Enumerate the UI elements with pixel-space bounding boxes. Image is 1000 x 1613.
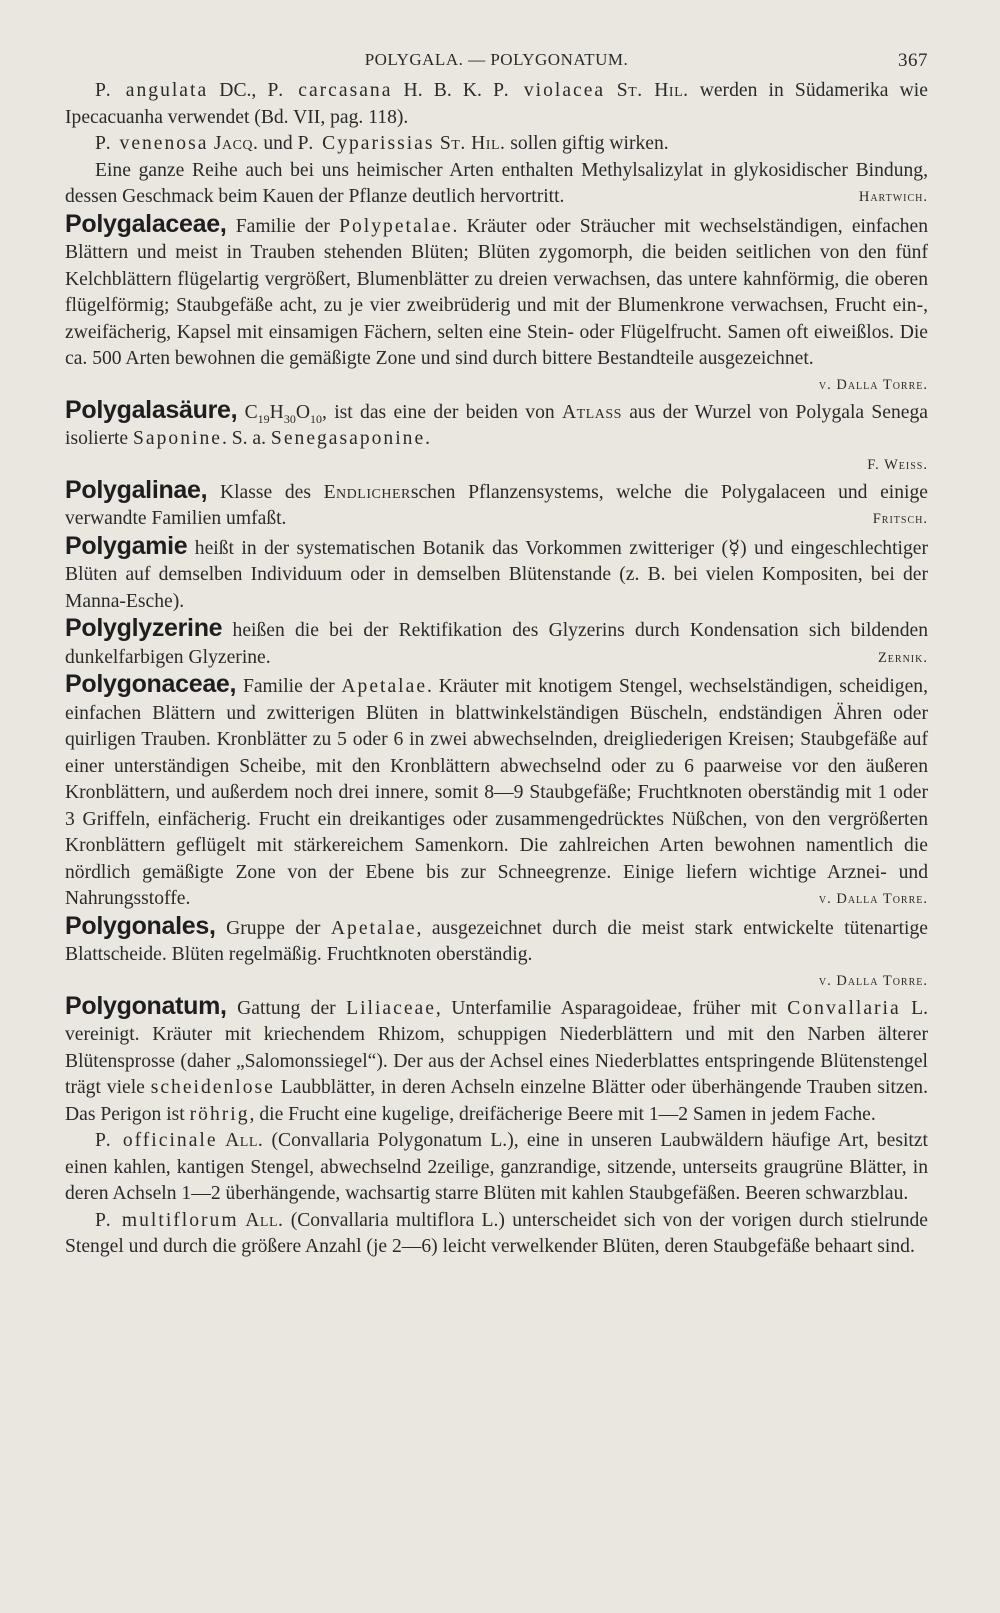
intro-paragraph-3: [65, 158, 928, 211]
entry-headword: Polygonatum,: [65, 991, 227, 1020]
entry-text: (Convallaria multiflora L.) unterscheidet sich von der vorigen durch stielrunde Stengel und durch die größere Anzahl (je 2—6) leicht verwelkender Blüten, deren Staubgefäße behaart sind.: [65, 1209, 928, 1257]
running-head: [65, 42, 928, 78]
entry-headword: Polygalinae,: [65, 475, 208, 504]
entry-text: heißt in der systematischen Botanik das Vorkommen zwitteriger (☿) und eingeschlechtiger Blüten auf demselben Individuum oder in demselben Blütenstande (z. B. bei vielen Kompositen, bei der Manna-Esche).: [65, 537, 928, 612]
entry-text: , die Frucht eine kugelige, dreifächerige Beere mit 1—2 Samen in jedem Fache.: [249, 1103, 876, 1125]
intro-paragraph-2: [65, 131, 928, 158]
species-name: P. angulata: [95, 80, 209, 101]
entry-text: Klasse des: [207, 481, 324, 503]
paragraph-text: und: [258, 133, 298, 154]
intro-paragraph-1: [65, 78, 928, 131]
cross-reference: Saponine: [133, 428, 222, 449]
species-name: P. carcasana: [267, 80, 393, 101]
formula-subscript: 10: [309, 411, 322, 426]
species-name: P. multiflorum: [95, 1209, 239, 1231]
entry-text: . Kräuter oder Sträucher mit wechselständigen, einfachen Blättern und meist in Trauben stehenden Blüten; Blüten zygomorph, die beiden seitlichen von den fünf Kelchblättern flügelartig vergrößert, Blumenblätter zu dreien verwachsen, das untere kahnförmig, die oberen flügelförmig; Staubgefäße acht, zu je vier zweibrüderig und mit der Blumenkrone verwachsen, Frucht ein-, zweifächerig, Kapsel mit einsamigen Fächern, selten eine Stein- oder Flügelfrucht. Samen oft eiweißlos. Die ca. 500 Arten bewohnen die gemäßigte Zone und sind durch bittere Bestandteile ausgezeichnet.: [65, 215, 928, 369]
entry-headword: Polygalaceae,: [65, 209, 227, 238]
entry-polygonatum: [65, 993, 928, 1129]
author-signature: v. Dalla Torre.: [818, 891, 928, 907]
taxon-name: Polypetalae: [339, 215, 453, 237]
emphasis-text: scheidenlose: [150, 1077, 275, 1098]
paragraph-text: werden in Südamerika wie Ipecacuanha verwendet (Bd. VII, pag. 118).: [65, 80, 928, 128]
author-text: St. Hil.: [605, 80, 689, 101]
entry-text: Laubblätter, in deren Achseln einzelne Blätter oder überhängende Trauben sitzen. Das Perigon ist: [65, 1077, 928, 1125]
species-name: P. venenosa: [95, 133, 209, 154]
entry-text: Gruppe der: [215, 917, 331, 939]
author-text: All.: [238, 1209, 284, 1231]
species-name: P. violacea: [493, 80, 606, 101]
entry-polyglyzerine: [65, 615, 928, 671]
author-text: H. B. K.: [392, 80, 494, 101]
entry-text: .: [425, 428, 431, 449]
author-signature: v. Dalla Torre.: [818, 376, 928, 393]
species-paragraph-multiflorum: [65, 1208, 928, 1261]
emphasis-text: röhrig: [189, 1103, 250, 1125]
entry-polygalaceae: [65, 211, 928, 373]
entry-text: schen Pflanzensystems, welche die Polygalaceen und einige verwandte Familien umfaßt.: [65, 481, 928, 529]
entry-text: Gattung der: [226, 997, 347, 1019]
entry-text: heißen die bei der Rektifikation des Glyzerins durch Kondensation sich bildenden dunkelfarbigen Glyzerine.: [65, 620, 928, 668]
entry-text: , Unterfamilie Asparagoideae, früher mit: [435, 997, 788, 1019]
article-body: [65, 78, 928, 1261]
author-text: DC.,: [208, 80, 268, 101]
entry-polygonales: [65, 913, 928, 969]
entry-polygonaceae: [65, 671, 928, 913]
species-name: P. officinale: [95, 1130, 218, 1151]
entry-headword: Polygonaceae,: [65, 670, 237, 698]
author-signature: F. Weiss.: [867, 456, 928, 473]
author-text: Jacq.: [208, 133, 259, 154]
formula-text: O: [295, 401, 310, 423]
author-text: Endlicher: [323, 481, 411, 503]
entry-polygalasaeure: [65, 397, 928, 453]
taxon-name: Apetalae: [330, 917, 417, 939]
author-text: Atlass: [561, 401, 622, 423]
author-signature: Hartwich.: [858, 189, 928, 205]
entry-text: , ist das eine der beiden von: [321, 401, 562, 423]
entry-text: . Kräuter mit knotigem Stengel, wechselständigen, scheidigen, einfachen Blättern und zwitterigen Blüten in blattwinkelständigen Büscheln, endständigen Ähren oder quirligen Trauben. Kronblätter zu 5 oder 6 in zwei abwechselnden, dreigliederigen Kreisen; Staubgefäße auf einer unterständigen Scheibe, mit den Kronblättern abwechselnd oder zu 6 paarweise vor den äußeren Kronblättern, und außerdem noch drei innere, somit 8—9 Staubgefäße; Fruchtknoten oberständig mit 1 oder 3 Griffeln, einfächerig. Frucht ein dreikantiges oder zusammengedrücktes Nüßchen, von den vergrößerten Kronblättern geflügelt mit stärkereichem Samenkorn. Die zahlreichen Arten bewohnen namentlich die nördlich gemäßigte Zone von der Ebene bis zur Schneegrenze. Einige liefern wichtige Arznei- und Nahrungsstoffe.: [65, 676, 928, 909]
paragraph-text: sollen giftig wirken.: [505, 133, 669, 154]
entry-text: Familie der: [236, 676, 342, 697]
taxon-name: Convallaria: [787, 997, 901, 1019]
taxon-name: Apetalae: [341, 676, 428, 697]
author-text: St. Hil.: [434, 133, 506, 154]
author-signature: v. Dalla Torre.: [818, 972, 928, 989]
entry-polygalinae: [65, 477, 928, 533]
entry-headword: Polygalasäure,: [65, 395, 238, 424]
entry-headword: Polygonales,: [65, 911, 216, 940]
entry-text: Familie der: [226, 215, 340, 237]
formula-subscript: 19: [257, 411, 270, 426]
author-signature: Fritsch.: [872, 511, 928, 527]
paragraph-text: Eine ganze Reihe auch bei uns heimischer Arten enthalten Methylsalizylat in glykosidischer Bindung, dessen Geschmack beim Kauen der Pflanze deutlich hervortritt.: [65, 159, 928, 207]
page-number: 367: [898, 50, 928, 71]
entry-polygamie: [65, 533, 928, 616]
author-signature: Zernik.: [877, 649, 928, 666]
author-text: All.: [217, 1130, 264, 1151]
formula-text: H: [269, 401, 284, 423]
entry-headword: Polyglyzerine: [65, 614, 223, 642]
entry-text: aus der Wurzel von Polygala Senega isolierte: [65, 401, 928, 449]
cross-reference: Senegasaponine: [270, 428, 426, 449]
formula-text: C: [237, 401, 258, 423]
entry-text: , ausgezeichnet durch die meist stark entwickelte tütenartige Blattscheide. Blüten regelmäßig. Fruchtknoten oberständig.: [65, 917, 928, 965]
formula-subscript: 30: [283, 411, 296, 426]
entry-text: L. vereinigt. Kräuter mit kriechendem Rhizom, schuppigen Niederblättern und mit den Narben älterer Blütensprosse (daher „Salomonssiegel“). Der aus der Achsel eines Niederblattes entspringende Blütenstengel trägt viele: [65, 997, 928, 1098]
entry-text: (Convallaria Polygonatum L.), eine in unseren Laubwäldern häufige Art, besitzt einen kahlen, kantigen Stengel, abwechselnd 2zeilige, ganzrandige, sitzende, unterseits graugrüne Blätter, in deren Achseln 1—2 überhängende, wachsartig starre Blüten mit kahlen Staubgefäßen. Beeren schwarzblau.: [65, 1130, 928, 1204]
species-paragraph-officinale: [65, 1128, 928, 1208]
species-name: P. Cyparissias: [297, 133, 435, 154]
running-title: POLYGALA. — POLYGONATUM.: [364, 50, 629, 69]
entry-headword: Polygamie: [65, 531, 188, 560]
entry-text: . S. a.: [221, 428, 271, 449]
taxon-name: Liliaceae: [346, 997, 436, 1019]
